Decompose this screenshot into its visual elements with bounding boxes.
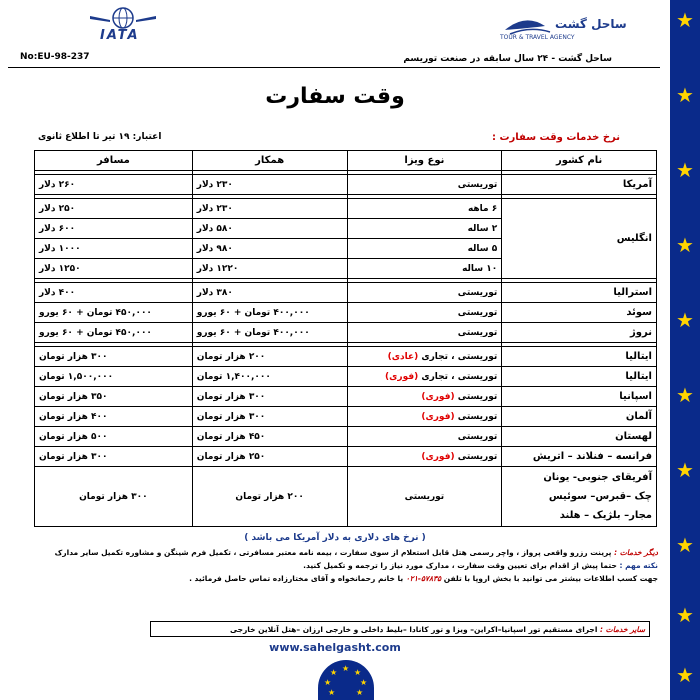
other-services-note <box>38 546 658 559</box>
visa-type-text: توریستی <box>457 411 498 422</box>
footer-notes <box>38 546 658 585</box>
col-header-partner: همکار <box>192 151 347 171</box>
page-title: وقت سفارت <box>265 84 405 109</box>
website-link[interactable]: www.sahelgasht.com <box>269 641 401 654</box>
other-label: دیگر خدمات : <box>614 548 658 557</box>
iata-text: IATA <box>100 28 140 43</box>
traveler-price-cell: ۲۶۰ دلار <box>35 175 193 195</box>
country-cell: ایتالیا <box>502 347 657 367</box>
table-row <box>35 303 657 323</box>
important-label: نکته مهم : <box>619 561 658 570</box>
visa-type-cell <box>347 367 502 387</box>
star-icon: ★ <box>676 233 694 257</box>
visa-type-cell: ۵ ساله <box>347 239 502 259</box>
country-cell: انگلیس <box>502 199 657 279</box>
traveler-price-cell: ۴۰۰ هزار تومان <box>35 407 193 427</box>
phone-number: ۵۷۸۳۵-۰۲۱ <box>405 574 442 583</box>
visa-type-text: توریستی ، تجاری <box>421 351 498 362</box>
traveler-price-cell: ۱۰۰۰ دلار <box>35 239 193 259</box>
contact-note <box>38 572 658 585</box>
visa-type-cell <box>347 175 502 195</box>
validity-text: اعتبار: ۱۹ تیر تا اطلاع ثانوی <box>38 132 162 142</box>
visa-type-cell <box>347 283 502 303</box>
traveler-price-cell: ۱۲۵۰ دلار <box>35 259 193 279</box>
visa-type-cell <box>347 323 502 343</box>
visa-type-cell <box>347 447 502 467</box>
visa-tag-badge: (فوری) <box>421 391 455 402</box>
table-row <box>35 283 657 303</box>
country-cell: آمریکا <box>502 175 657 195</box>
traveler-price-cell: ۳۵۰ هزار تومان <box>35 387 193 407</box>
partner-price-cell: ۳۰۰ هزار تومان <box>192 387 347 407</box>
agency-subtitle: TOUR & TRAVEL AGENCY <box>500 34 575 41</box>
header-divider <box>8 67 660 68</box>
table-row <box>35 367 657 387</box>
table-row <box>35 447 657 467</box>
partner-price-cell: ۲۳۰ دلار <box>192 199 347 219</box>
traveler-price-cell: ۳۰۰ هزار تومان <box>35 347 193 367</box>
partner-price-cell: ۲۰۰ هزار تومان <box>192 467 347 527</box>
star-icon: ★ <box>676 158 694 182</box>
star-icon: ★ <box>676 458 694 482</box>
star-icon: ★ <box>676 603 694 627</box>
traveler-price-cell: ۴۵۰,۰۰۰ تومان + ۶۰ یورو <box>35 323 193 343</box>
partner-price-cell: ۹۸۰ دلار <box>192 239 347 259</box>
eu-emblem-icon: ★ ★ ★ ★ ★ ★ ★ <box>318 660 374 700</box>
country-cell: آلمان <box>502 407 657 427</box>
visa-type-text: توریستی <box>457 431 498 442</box>
partner-price-cell: ۳۸۰ دلار <box>192 283 347 303</box>
partner-price-cell: ۴۰۰,۰۰۰ تومان + ۶۰ یورو <box>192 303 347 323</box>
visa-tag-badge: (فوری) <box>385 371 419 382</box>
table-row <box>35 387 657 407</box>
table-row <box>35 199 657 219</box>
table-row <box>35 347 657 367</box>
visa-type-cell <box>347 199 502 219</box>
svg-text:ساحل گشت: ساحل گشت <box>555 17 627 31</box>
license-number: No:EU-98-237 <box>20 52 90 62</box>
country-cell: سوئد <box>502 303 657 323</box>
col-header-traveler: مسافر <box>35 151 193 171</box>
partner-price-cell: ۱۲۲۰ دلار <box>192 259 347 279</box>
star-icon: ★ <box>676 8 694 32</box>
country-cell: نروژ <box>502 323 657 343</box>
traveler-price-cell: ۶۰۰ دلار <box>35 219 193 239</box>
rates-table <box>34 150 657 527</box>
col-header-visa-type: نوع ویزا <box>347 151 502 171</box>
visa-type-cell: ۲ ساله <box>347 219 502 239</box>
country-name: مجار– بلژیک – هلند <box>559 510 652 521</box>
country-name: چک –قبرس– سوئیس <box>548 491 652 502</box>
traveler-price-cell: ۴۵۰,۰۰۰ تومان + ۶۰ یورو <box>35 303 193 323</box>
star-icon: ★ <box>676 533 694 557</box>
visa-tag-badge: (فوری) <box>421 451 455 462</box>
traveler-price-cell: ۲۵۰ دلار <box>35 199 193 219</box>
partner-price-cell: ۵۸۰ دلار <box>192 219 347 239</box>
services-box <box>150 621 650 637</box>
visa-type-text: توریستی <box>457 179 498 190</box>
partner-price-cell: ۳۰۰ هزار تومان <box>192 407 347 427</box>
country-cell: فرانسه – فنلاند – اتریش <box>502 447 657 467</box>
eu-flag-strip <box>670 0 700 700</box>
partner-price-cell: ۲۳۰ دلار <box>192 175 347 195</box>
traveler-price-cell: ۴۰۰ دلار <box>35 283 193 303</box>
visa-type-cell: ۱۰ ساله <box>347 259 502 279</box>
table-row <box>35 427 657 447</box>
contact-text-1: جهت کسب اطلاعات بیشتر می توانید با بخش اروپا با تلفن <box>443 574 658 583</box>
country-cell <box>502 467 657 527</box>
currency-note: ( نرخ های دلاری به دلار آمریکا می باشد ) <box>244 533 426 543</box>
traveler-price-cell: ۵۰۰ هزار تومان <box>35 427 193 447</box>
visa-type-text: توریستی <box>457 307 498 318</box>
table-caption: نرخ خدمات وقت سفارت : <box>491 132 620 143</box>
country-cell: استرالیا <box>502 283 657 303</box>
visa-type-cell <box>347 407 502 427</box>
star-icon: ★ <box>676 383 694 407</box>
table-row <box>35 407 657 427</box>
partner-price-cell: ۴۰۰,۰۰۰ تومان + ۶۰ یورو <box>192 323 347 343</box>
partner-price-cell: ۲۵۰ هزار تومان <box>192 447 347 467</box>
star-icon: ★ <box>676 663 694 687</box>
other-text: پرینت رزرو واقعی پرواز ، واچر رسمی هتل قابل استعلام از سوی سفارت ، بیمه نامه معتبر مسافرتی ، تکمیل فرم شینگن و مشاوره تکمیل سایر مدارک <box>54 548 612 557</box>
visa-type-cell <box>347 347 502 367</box>
visa-type-text: توریستی <box>457 391 498 402</box>
country-cell: لهستان <box>502 427 657 447</box>
visa-type-cell: توریستی <box>347 467 502 527</box>
visa-type-text: توریستی <box>457 327 498 338</box>
country-cell: اسپانیا <box>502 387 657 407</box>
traveler-price-cell: ۳۰۰ هزار تومان <box>35 447 193 467</box>
col-header-country: نام کشور <box>502 151 657 171</box>
visa-type-text: توریستی ، تجاری <box>421 371 498 382</box>
services-text: اجرای مستقیم تور اسپانیا–اکراین– ویزا و تور کانادا –بلیط داخلی و خارجی ارزان –هتل آنلاین خارجی <box>230 625 598 634</box>
partner-price-cell: ۱,۴۰۰,۰۰۰ تومان <box>192 367 347 387</box>
rates-body <box>35 171 657 527</box>
visa-type-text: توریستی <box>457 451 498 462</box>
star-icon: ★ <box>676 83 694 107</box>
table-header-row <box>35 151 657 171</box>
partner-price-cell: ۴۵۰ هزار تومان <box>192 427 347 447</box>
country-cell: ایتالیا <box>502 367 657 387</box>
visa-tag-badge: (عادی) <box>387 351 419 362</box>
visa-type-text: توریستی <box>457 287 498 298</box>
star-icon: ★ <box>676 308 694 332</box>
table-row-multi <box>35 467 657 527</box>
contact-text-2: با خانم رحمانخواه و آقای مختارزاده تماس حاصل فرمائید . <box>189 574 404 583</box>
country-name: آفریقای جنوبی- یونان <box>543 472 652 483</box>
visa-type-cell <box>347 387 502 407</box>
important-note <box>38 559 658 572</box>
partner-price-cell: ۲۰۰ هزار تومان <box>192 347 347 367</box>
services-label: سایر خدمات : <box>600 625 645 634</box>
table-row <box>35 175 657 195</box>
visa-type-cell <box>347 303 502 323</box>
visa-type-text: ۶ ماهه <box>467 203 498 214</box>
table-row <box>35 323 657 343</box>
traveler-price-cell: ۳۰۰ هزار تومان <box>35 467 193 527</box>
visa-type-cell <box>347 427 502 447</box>
traveler-price-cell: ۱,۵۰۰,۰۰۰ تومان <box>35 367 193 387</box>
visa-tag-badge: (فوری) <box>421 411 455 422</box>
important-text: حتما پیش از اقدام برای تعیین وقت سفارت ، مدارک مورد نیاز را ترجمه و تکمیل کنید. <box>303 561 617 570</box>
agency-tagline: ساحل گشت - ۲۴ سال سابقه در صنعت توریسم <box>403 54 612 64</box>
